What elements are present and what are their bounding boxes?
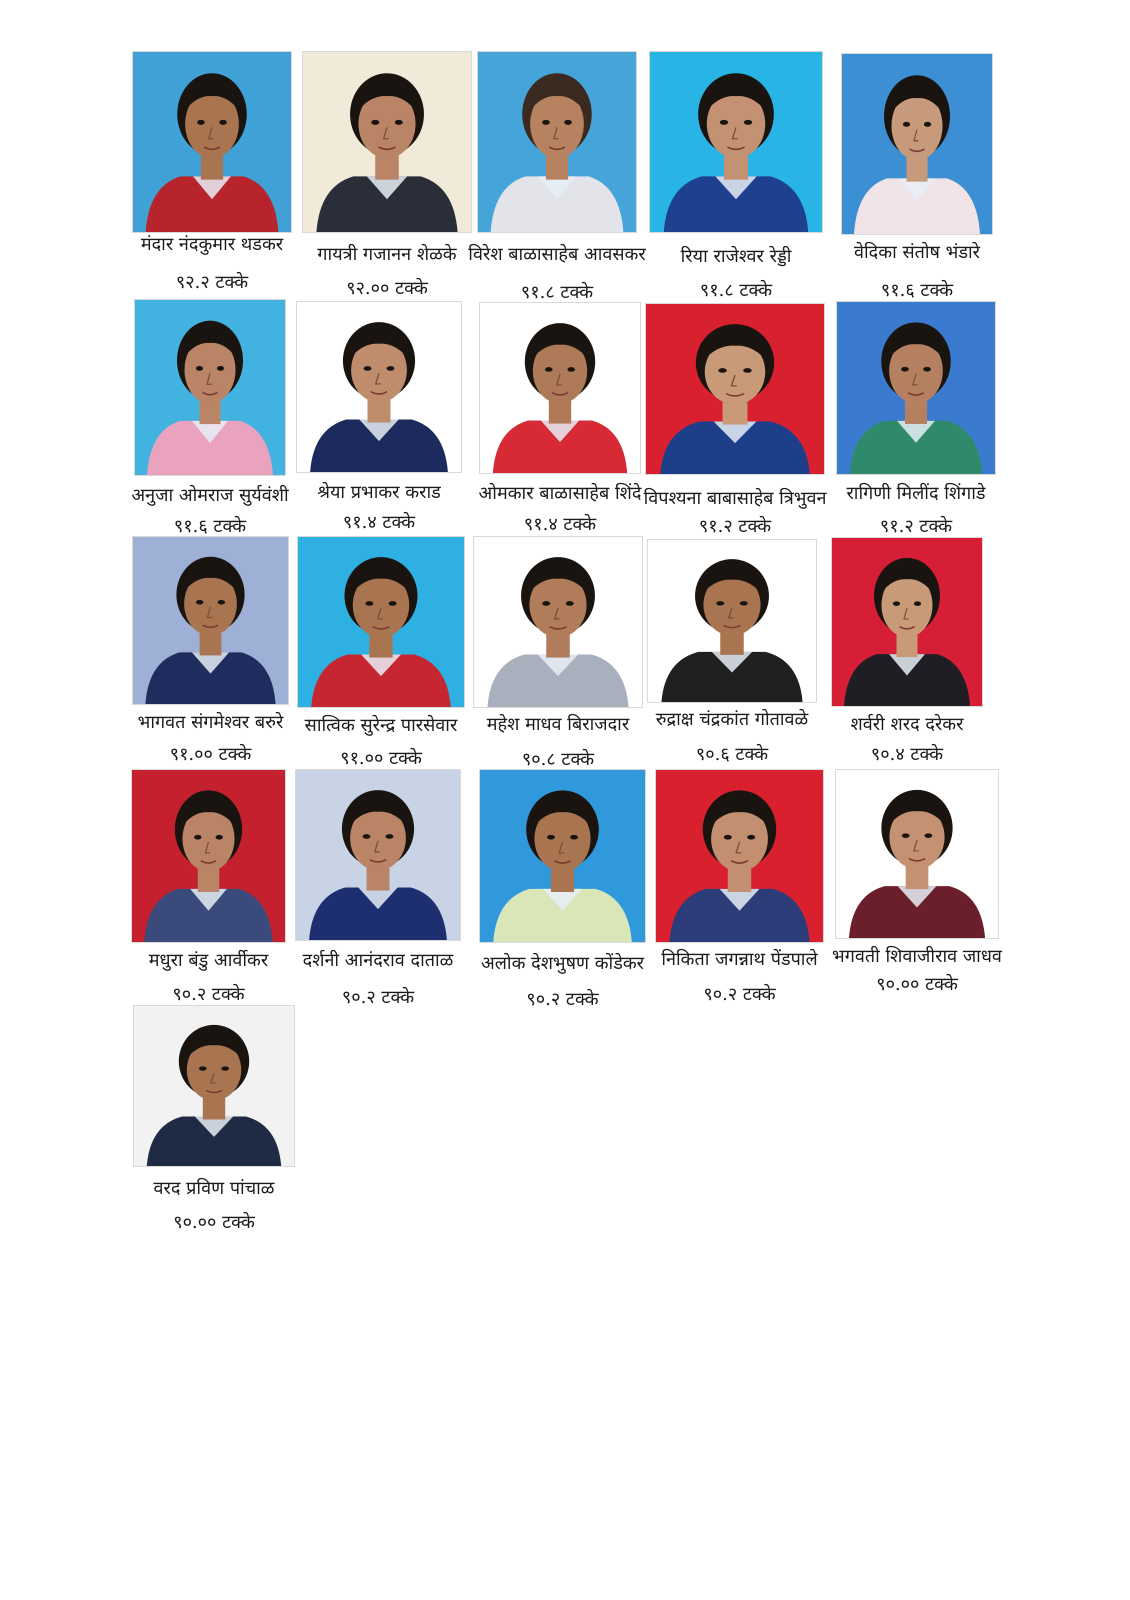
student-photo xyxy=(842,54,992,234)
student-score: ९१.२ टक्के xyxy=(879,516,953,537)
student-photo xyxy=(133,537,288,704)
student-photo xyxy=(134,1006,294,1166)
student-photo xyxy=(303,52,471,232)
student-photo xyxy=(650,52,822,232)
student-portrait-icon xyxy=(478,52,636,232)
student-name: दर्शनी आनंदराव दाताळ xyxy=(302,950,454,971)
student-name: शर्वरी शरद दरेकर xyxy=(850,714,964,735)
student-photo xyxy=(135,300,285,475)
student-name: रुद्राक्ष चंद्रकांत गोतावळे xyxy=(655,709,809,730)
student-name: महेश माधव बिराजदार xyxy=(486,714,630,735)
student-name: मधुरा बंडु आर्वीकर xyxy=(148,950,269,971)
student-photo xyxy=(474,537,642,707)
student-photo xyxy=(478,52,636,232)
student-name: रागिणी मिलींद शिंगाडे xyxy=(846,483,986,504)
student-score: ९०.८ टक्के xyxy=(521,749,595,770)
student-photo xyxy=(646,304,824,474)
student-photo xyxy=(837,302,995,474)
student-portrait-icon xyxy=(133,537,288,704)
student-name: वेदिका संतोष भंडारे xyxy=(854,242,980,263)
student-score: ९०.२ टक्के xyxy=(341,987,415,1008)
student-photo xyxy=(298,537,464,707)
student-portrait-icon xyxy=(650,52,822,232)
student-score: ९१.८ टक्के xyxy=(520,282,594,303)
student-score: ९०.०० टक्के xyxy=(876,974,958,995)
student-score: ९१.८ टक्के xyxy=(699,280,773,301)
student-name: भागवत संगमेश्वर बरुरे xyxy=(137,712,284,733)
student-name: गायत्री गजानन शेळके xyxy=(317,244,457,265)
student-portrait-icon xyxy=(480,770,645,942)
student-portrait-icon xyxy=(480,303,640,473)
student-photo xyxy=(480,770,645,942)
student-photo xyxy=(296,770,460,940)
student-score: ९१.४ टक्के xyxy=(523,514,597,535)
student-portrait-icon xyxy=(648,540,816,702)
student-photo xyxy=(297,302,461,472)
student-name: रिया राजेश्वर रेड्डी xyxy=(680,246,792,267)
student-portrait-icon xyxy=(646,304,824,474)
student-name: ओमकार बाळासाहेब शिंदे xyxy=(478,483,642,504)
student-portrait-icon xyxy=(303,52,471,232)
student-portrait-icon xyxy=(837,302,995,474)
student-name: सात्विक सुरेन्द्र पारसेवार xyxy=(304,715,458,736)
student-photo xyxy=(132,770,285,942)
student-score: ९०.०० टक्के xyxy=(173,1212,255,1233)
student-portrait-icon xyxy=(474,537,642,707)
student-score: ९१.०० टक्के xyxy=(169,744,252,765)
student-name: विपश्यना बाबासाहेब त्रिभुवन xyxy=(643,488,827,509)
student-portrait-icon xyxy=(832,538,982,706)
student-name: अलोक देशभुषण कोंडेकर xyxy=(480,953,645,974)
student-name: वरद प्रविण पांचाळ xyxy=(153,1178,275,1199)
student-photo xyxy=(480,303,640,473)
student-name: श्रेया प्रभाकर कराड xyxy=(317,482,441,503)
student-portrait-icon xyxy=(134,1006,294,1166)
student-score: ९०.६ टक्के xyxy=(695,744,769,765)
student-score: ९१.०० टक्के xyxy=(340,748,422,769)
student-photo xyxy=(836,770,998,938)
student-name: भगवती शिवाजीराव जाधव xyxy=(832,946,1002,967)
student-score: ९०.४ टक्के xyxy=(870,744,944,765)
student-score: ९२.२ टक्के xyxy=(175,272,249,293)
student-name: मंदार नंदकुमार थडकर xyxy=(140,234,284,255)
student-score: ९०.२ टक्के xyxy=(703,984,776,1005)
student-score: ९१.६ टक्के xyxy=(880,280,954,301)
student-photo xyxy=(656,770,823,942)
student-name: विरेश बाळासाहेब आवसकर xyxy=(468,244,646,265)
student-name: अनुजा ओमराज सुर्यवंशी xyxy=(131,485,289,506)
student-score: ९१.२ टक्के xyxy=(698,516,772,537)
student-portrait-icon xyxy=(298,537,464,707)
student-portrait-icon xyxy=(296,770,460,940)
student-score: ९१.६ टक्के xyxy=(173,516,247,537)
student-score: ९२.०० टक्के xyxy=(346,278,428,299)
student-photo xyxy=(133,52,291,232)
student-portrait-icon xyxy=(656,770,823,942)
student-photo xyxy=(648,540,816,702)
student-photo xyxy=(832,538,982,706)
student-score: ९०.२ टक्के xyxy=(172,984,245,1005)
student-portrait-icon xyxy=(297,302,461,472)
student-portrait-icon xyxy=(836,770,998,938)
student-portrait-icon xyxy=(842,54,992,234)
student-name: निकिता जगन्नाथ पेंडपाले xyxy=(661,949,818,970)
student-score: ९०.२ टक्के xyxy=(526,989,599,1010)
student-portrait-icon xyxy=(133,52,291,232)
student-portrait-icon xyxy=(132,770,285,942)
student-portrait-icon xyxy=(135,300,285,475)
student-score: ९१.४ टक्के xyxy=(342,512,416,533)
